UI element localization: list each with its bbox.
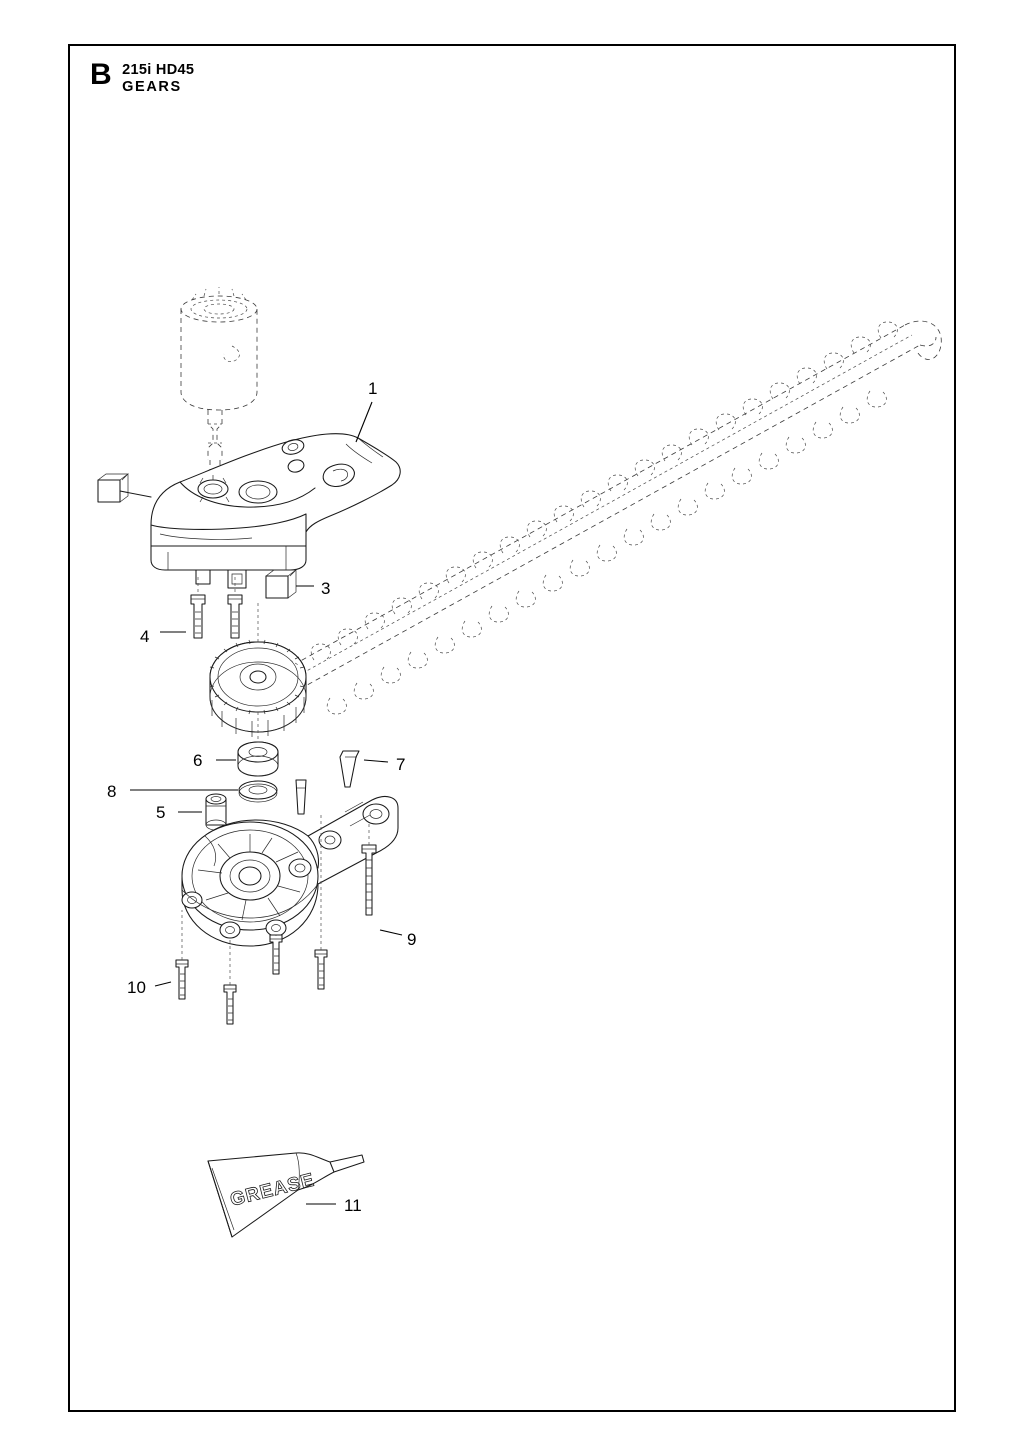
grease-tube bbox=[208, 1153, 364, 1237]
bushing-sleeve bbox=[178, 794, 226, 830]
housing-screw bbox=[224, 940, 236, 1024]
hex-bolt bbox=[191, 595, 205, 638]
callout-number-4: 4 bbox=[140, 627, 150, 646]
motor-assembly-phantom bbox=[181, 287, 257, 484]
drive-gear-wheel bbox=[210, 600, 306, 748]
callout-number-3: 3 bbox=[321, 579, 331, 598]
section-name: GEARS bbox=[122, 79, 182, 95]
grease-label: GREASE bbox=[228, 1169, 317, 1211]
drive-pin-secondary bbox=[296, 780, 306, 814]
callout-number-1: 1 bbox=[368, 379, 378, 398]
gear-housing-cover bbox=[98, 434, 400, 588]
callout-number-9: 9 bbox=[407, 930, 417, 949]
callout-1-leader bbox=[356, 402, 372, 442]
housing-screw bbox=[176, 910, 188, 999]
spacer-washer bbox=[216, 742, 278, 776]
section-letter: B bbox=[90, 58, 113, 91]
callout-number-7: 7 bbox=[396, 755, 406, 774]
callout-number-6: 6 bbox=[193, 751, 203, 770]
hex-bolt bbox=[228, 595, 242, 638]
flat-washer bbox=[130, 781, 277, 802]
callout-number-10: 10 bbox=[127, 978, 146, 997]
model-name: 215i HD45 bbox=[122, 62, 195, 78]
callout-number-11: 11 bbox=[344, 1196, 362, 1215]
callout-number-5: 5 bbox=[156, 803, 166, 822]
callout-number-8: 8 bbox=[107, 782, 117, 801]
housing-screw bbox=[270, 935, 282, 974]
rubber-bushing bbox=[266, 570, 314, 598]
drive-pin bbox=[340, 751, 388, 787]
